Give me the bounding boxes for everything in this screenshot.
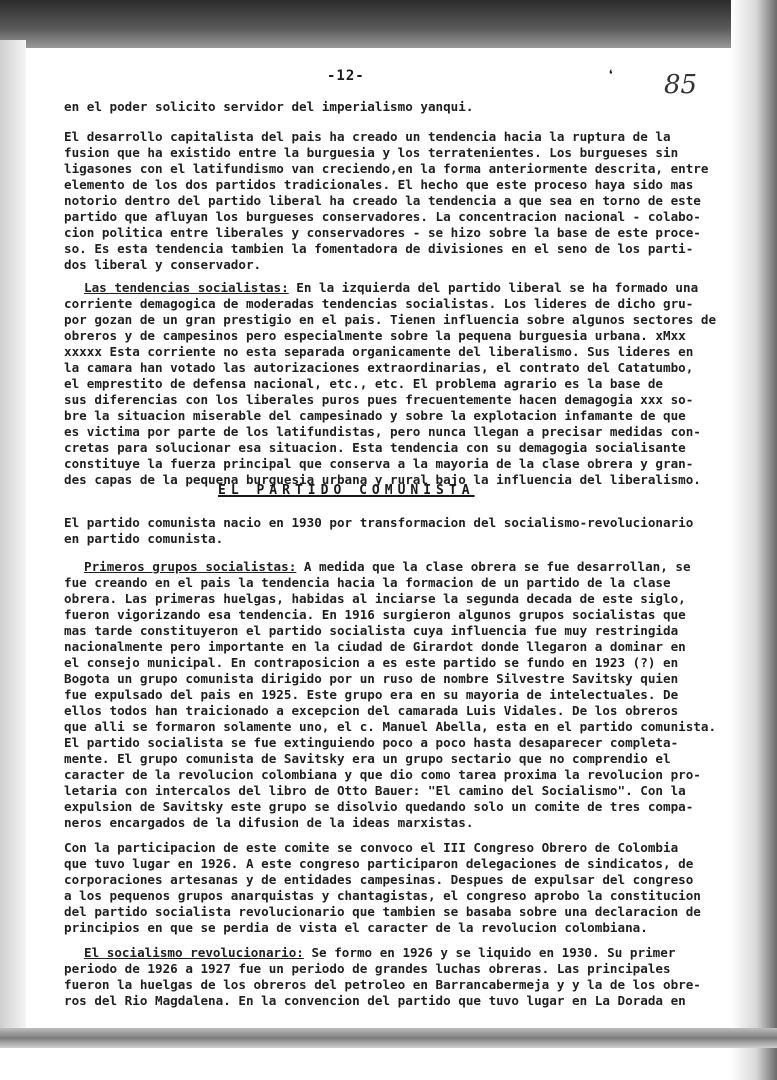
text-line: caracter de la revolucion colombiana y que dio como tarea proxima la revolucion pro- <box>64 767 701 782</box>
text-line: que tuvo lugar en 1926. A este congreso participaron delegaciones de sindicatos, de <box>64 856 694 871</box>
text-line: Bogota un grupo comunista dirigido por un ruso de nombre Silvestre Savitsky quien <box>64 671 679 686</box>
section-lead: El socialismo revolucionario: <box>84 945 304 960</box>
text-line: en el poder solicito servidor del imperialismo yanqui. <box>64 99 474 114</box>
text-line: obrera. Las primeras huelgas, habidas al inciarse la segunda decada de este siglo, <box>64 591 686 606</box>
scan-bottom-shadow <box>0 1028 777 1048</box>
scan-top-shadow <box>0 0 777 48</box>
text-line: fusion que ha existido entre la burguesia y los terratenientes. Los burgueses sin <box>64 145 679 160</box>
text-line: el consejo municipal. En contraposicion a es este partido se fundo en 1923 (?) en <box>64 655 679 670</box>
text-line: El partido comunista nacio en 1930 por transformacion del socialismo-revolucionario <box>64 515 694 530</box>
ink-mark: ❛ <box>606 66 616 85</box>
handwritten-folio-number: 85 <box>664 70 698 100</box>
text-line: neros encargados de la difusion de la ideas marxistas. <box>64 815 474 830</box>
text-line: la camara han votado las autorizaciones extraordinarias, el contrato del Catatumbo, <box>64 360 694 375</box>
text-line: fueron vigorizando esa tendencia. En 1916 surgieron algunos grupos socialistas que <box>64 607 686 622</box>
text-line: elemento de los dos partidos tradicionales. El hecho que este proceso haya sido mas <box>64 177 694 192</box>
text-line: mas tarde constituyeron el partido socialista cuya influencia fue muy restringida <box>64 623 679 638</box>
text-line: en partido comunista. <box>64 531 224 546</box>
scan-left-edge <box>0 40 26 1040</box>
text-line: Con la participacion de este comite se convoco el III Congreso Obrero de Colombia <box>64 840 679 855</box>
text-line: constituye la fuerza principal que conserva a la mayoria de la clase obrera y gran- <box>64 456 694 471</box>
section-lead: Primeros grupos socialistas: <box>84 559 297 574</box>
section-heading: EL PARTIDO COMUNISTA <box>218 483 475 498</box>
text-line: dos liberal y conservador. <box>64 257 262 272</box>
text-line: periodo de 1926 a 1927 fue un periodo de grandes luchas obreras. Las principales <box>64 961 671 976</box>
text-line: fue expulsado del pais en 1925. Este grupo era en su mayoria de intelectuales. De <box>64 687 679 702</box>
text-line: corporaciones artesanas y de entidades campesinas. Despues de expulsar del congreso <box>64 872 694 887</box>
text-line: fueron la huelgas de los obreros del petroleo en Barrancabermeja y y la de los obre- <box>64 977 701 992</box>
text-line: a los pequenos grupos anarquistas y chantagistas, el congreso aprobo la constitucion <box>64 888 701 903</box>
text-line: El partido socialista se fue extinguiendo poco a poco hasta desaparecer completa- <box>64 735 679 750</box>
text-line: partido que afluyan los burgueses conservadores. La concentracion nacional - colabo- <box>64 209 701 224</box>
text-line: es victima por parte de los latifundistas, pero nunca llegan a precisar medidas con- <box>64 424 701 439</box>
text-line: del partido socialista revolucionario que tambien se basaba sobre una declaracion de <box>64 904 701 919</box>
text-line: corriente demagogica de moderadas tendencias socialistas. Los lideres de dicho gru- <box>64 296 694 311</box>
text-line: sus diferencias con los liberales puros pues frecuentemente hacen demagogia xxx so- <box>64 392 694 407</box>
text-line: nacionalmente pero importante en la ciudad de Girardot donde llegaron a dominar en <box>64 639 686 654</box>
text-line: que alli se formaron solamente uno, el c. Manuel Abella, esta en el partido comunista. <box>64 719 717 734</box>
text-line: En la izquierda del partido liberal se ha formado una <box>288 280 699 295</box>
text-line: A medida que la clase obrera se fue desarrollan, se <box>296 559 691 574</box>
text-line: ellos todos han traicionado a excepcion del camarada Luis Vidales. De los obreros <box>64 703 679 718</box>
scan-right-edge <box>731 0 777 1080</box>
page-number: -12- <box>327 68 365 84</box>
text-line: obreros y de campesinos pero especialmente sobre la pequena burguesia urbana. xMxx <box>64 328 686 343</box>
text-line: letaria con intercalos del libro de Otto Bauer: "El camino del Socialismo". Con la <box>64 783 686 798</box>
text-line: Se formo en 1926 y se liquido en 1930. Su primer <box>303 945 676 960</box>
text-line: expulsion de Savitsky este grupo se disolvio quedando solo un comite de tres compa- <box>64 799 694 814</box>
text-line: fue creando en el pais la tendencia hacia la formacion de un partido de la clase <box>64 575 671 590</box>
text-line: so. Es esta tendencia tambien la fomentadora de divisiones en el seno de los parti- <box>64 241 694 256</box>
text-line: xxxxx Esta corriente no esta separada organicamente del liberalismo. Sus lideres en <box>64 344 694 359</box>
text-line: ligasones con el latifundismo van creciendo,en la forma anteriormente descrita, entre <box>64 161 709 176</box>
text-line: des capas de la pequena burguesia urbana y rural bajo la influencia del liberalismo. <box>64 472 701 487</box>
text-line: por gozan de un gran prestigio en el pais. Tienen influencia sobre algunos sectores de <box>64 312 717 327</box>
text-line: principios en que se perdia de vista el caracter de la revolucion colombiana. <box>64 920 648 935</box>
text-line: el emprestito de defensa nacional, etc., etc. El problema agrario es la base de <box>64 376 663 391</box>
text-line: notorio dentro del partido liberal ha creado la tendencia a que sea en torno de este <box>64 193 701 208</box>
text-line: El desarrollo capitalista del pais ha creado un tendencia hacia la ruptura de la <box>64 129 671 144</box>
text-line: cion politica entre liberales y conservadores - se hizo sobre la base de este proce- <box>64 225 701 240</box>
text-line: ros del Rio Magdalena. En la convencion del partido que tuvo lugar en La Dorada en <box>64 993 686 1008</box>
text-line: bre la situacion miserable del campesinado y sobre la explotacion infamante de que <box>64 408 686 423</box>
text-line: cretas para solucionar esa situacion. Esta tendencia con su demagogia socialisante <box>64 440 686 455</box>
text-line: mente. El grupo comunista de Savitsky era un grupo sectario que no comprendio el <box>64 751 671 766</box>
section-lead: Las tendencias socialistas: <box>84 280 289 295</box>
